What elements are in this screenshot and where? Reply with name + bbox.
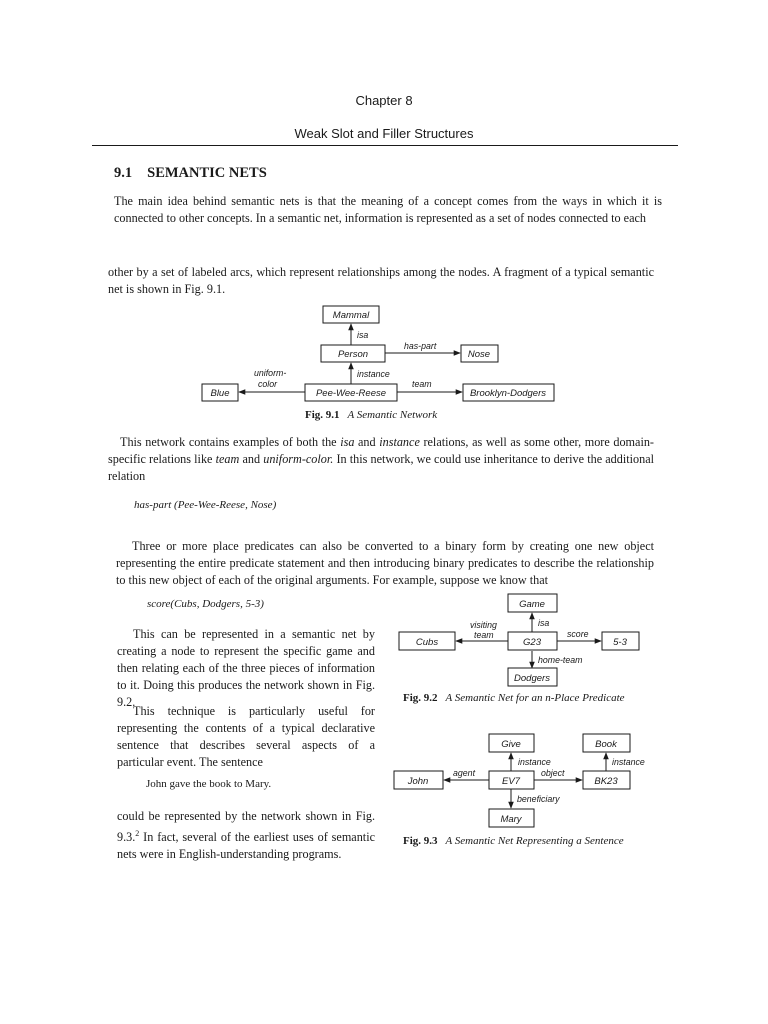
node-book — [583, 734, 630, 752]
section-number: 9.1 — [114, 165, 133, 181]
edge-person-isa-mammal — [351, 324, 368, 345]
edge-uniform-color-label-2: color — [258, 379, 278, 389]
edge-instance-label-3a: instance — [518, 757, 551, 767]
node-brooklyn-dodgers-label: Brooklyn-Dodgers — [469, 388, 547, 399]
node-brooklyn-dodgers — [463, 384, 554, 401]
node-dodgers-label: Dodgers — [514, 673, 550, 684]
formula-score: score(Cubs, Dodgers, 5-3) — [147, 598, 264, 610]
node-pee-wee-reese-label: Pee-Wee-Reese — [315, 388, 387, 399]
node-john-label: John — [407, 776, 429, 787]
left-paragraph-1: This can be represented in a semantic net by creating a node to represent the specific game and then relating each of the three pieces of information to it. Doing this produces the network shown in Fig. 9.2. — [117, 627, 375, 709]
figure-9-3-caption — [403, 835, 624, 847]
network-paragraph — [108, 434, 654, 485]
node-ev7 — [489, 771, 534, 789]
footnote-marker: 2 — [135, 829, 140, 838]
network-text-5: In this network, we could use inheritance to derive the additional relation — [108, 452, 654, 483]
network-term-isa: isa — [340, 435, 355, 449]
node-mammal — [323, 306, 379, 323]
node-cubs-label: Cubs — [415, 637, 439, 648]
figure-9-3-number: Fig. 9.3 — [403, 835, 438, 847]
node-mammal-label: Mammal — [332, 310, 370, 321]
edge-g23-score-value — [557, 629, 601, 641]
figure-9-2-number: Fig. 9.2 — [403, 692, 438, 704]
figure-9-2-caption — [403, 692, 625, 704]
edge-g23-visiting-team-cubs — [456, 620, 508, 641]
edge-beneficiary-label: beneficiary — [517, 794, 560, 804]
edge-home-team-label: home-team — [538, 655, 583, 665]
network-term-uniform-color: uniform-color. — [263, 452, 334, 466]
left-paragraph-2: This technique is particularly useful for representing the contents of a typical declarative sentence that describes several aspects of a particular event. The sentence — [117, 704, 375, 769]
node-book-label: Book — [595, 739, 617, 750]
node-give — [489, 734, 534, 752]
figure-9-1-number: Fig. 9.1 — [305, 409, 340, 421]
edge-uniform-color-label-1: uniform- — [254, 368, 287, 378]
edge-ev7-object-bk23 — [534, 768, 582, 780]
node-game-label: Game — [519, 599, 545, 610]
network-text-1: This network contains examples of both the — [120, 435, 341, 449]
node-blue — [202, 384, 238, 401]
figure-9-3-title: A Semantic Net Representing a Sentence — [445, 835, 624, 847]
node-person-label: Person — [337, 349, 369, 360]
edge-visiting-label-2: team — [474, 630, 494, 640]
network-term-team: team — [215, 452, 240, 466]
edge-isa-label: isa — [357, 330, 369, 340]
edge-has-part-label: has-part — [404, 341, 437, 351]
edge-team-label: team — [412, 379, 432, 389]
network-term-instance: instance — [379, 435, 420, 449]
node-pee-wee-reese — [305, 384, 397, 401]
node-game — [508, 594, 557, 612]
edge-agent-label: agent — [453, 768, 476, 778]
node-score-value — [602, 632, 639, 650]
node-dodgers — [508, 668, 557, 686]
network-text-4: and — [239, 452, 264, 466]
node-g23 — [508, 632, 557, 650]
edge-g23-isa-game — [532, 613, 549, 632]
section-title: SEMANTIC NETS — [147, 165, 267, 181]
node-mary-label: Mary — [500, 814, 522, 825]
edge-instance-label: instance — [357, 369, 390, 379]
node-give-label: Give — [501, 739, 521, 750]
network-text-3: relations, as well as some other, more domain-specific relations like — [108, 435, 654, 466]
edge-isa-label-2: isa — [538, 618, 550, 628]
edge-pwr-uniform-color-blue — [239, 368, 305, 392]
node-cubs — [399, 632, 455, 650]
edge-object-label: object — [541, 768, 565, 778]
node-person — [321, 345, 385, 362]
intro-paragraph-2: other by a set of labeled arcs, which represent relationships among the nodes. A fragment of a typical semantic net is shown in Fig. 9.1. — [108, 265, 654, 296]
edge-score-label: score — [567, 629, 589, 639]
figure-9-2-title: A Semantic Net for an n-Place Predicate — [445, 692, 625, 704]
network-text-2: and — [354, 435, 380, 449]
chapter-label: Chapter 8 — [355, 93, 413, 108]
node-nose — [461, 345, 498, 362]
node-john — [394, 771, 443, 789]
node-score-value-label: 5-3 — [613, 637, 627, 648]
edge-visiting-label-1: visiting — [470, 620, 497, 630]
edge-pwr-team-brooklyn-dodgers — [397, 379, 462, 392]
chapter-title: Weak Slot and Filler Structures — [294, 126, 474, 141]
edge-ev7-agent-john — [444, 768, 489, 780]
node-ev7-label: EV7 — [502, 776, 520, 787]
edge-bk23-instance-book — [606, 753, 645, 771]
figure-9-1-title: A Semantic Network — [347, 409, 438, 421]
edge-ev7-beneficiary-mary — [511, 789, 560, 808]
left-paragraph-3-text-a: could be represented by the network shown in Fig. 9.3. — [117, 809, 375, 845]
edge-pwr-instance-person — [351, 363, 390, 384]
left-paragraph-3-text-b: In fact, several of the earliest uses of semantic nets were in English-understanding programs. — [117, 830, 375, 862]
node-g23-label: G23 — [523, 637, 541, 648]
node-bk23-label: BK23 — [594, 776, 618, 787]
formula-has-part: has-part (Pee-Wee-Reese, Nose) — [134, 499, 277, 511]
edge-person-has-part-nose — [385, 341, 460, 353]
node-nose-label: Nose — [467, 349, 491, 360]
intro-paragraph-1: The main idea behind semantic nets is that the meaning of a concept comes from the ways in which it is connected to other concepts. In a semantic net, information is represented as a set of nodes connected to each — [114, 194, 662, 225]
node-blue-label: Blue — [210, 388, 230, 399]
node-mary — [489, 809, 534, 827]
binary-form-paragraph: Three or more place predicates can also be converted to a binary form by creating one new object representing the entire predicate statement and then introducing binary predicates to describe the relationship to this new object of each of the original arguments. For example, suppose we know that — [116, 539, 654, 587]
edge-g23-home-team-dodgers — [532, 651, 583, 668]
node-bk23 — [583, 771, 630, 789]
figure-9-1-caption — [305, 409, 437, 421]
edge-instance-label-3b: instance — [612, 757, 645, 767]
example-sentence: John gave the book to Mary. — [146, 778, 272, 790]
left-paragraph-3 — [117, 808, 375, 863]
